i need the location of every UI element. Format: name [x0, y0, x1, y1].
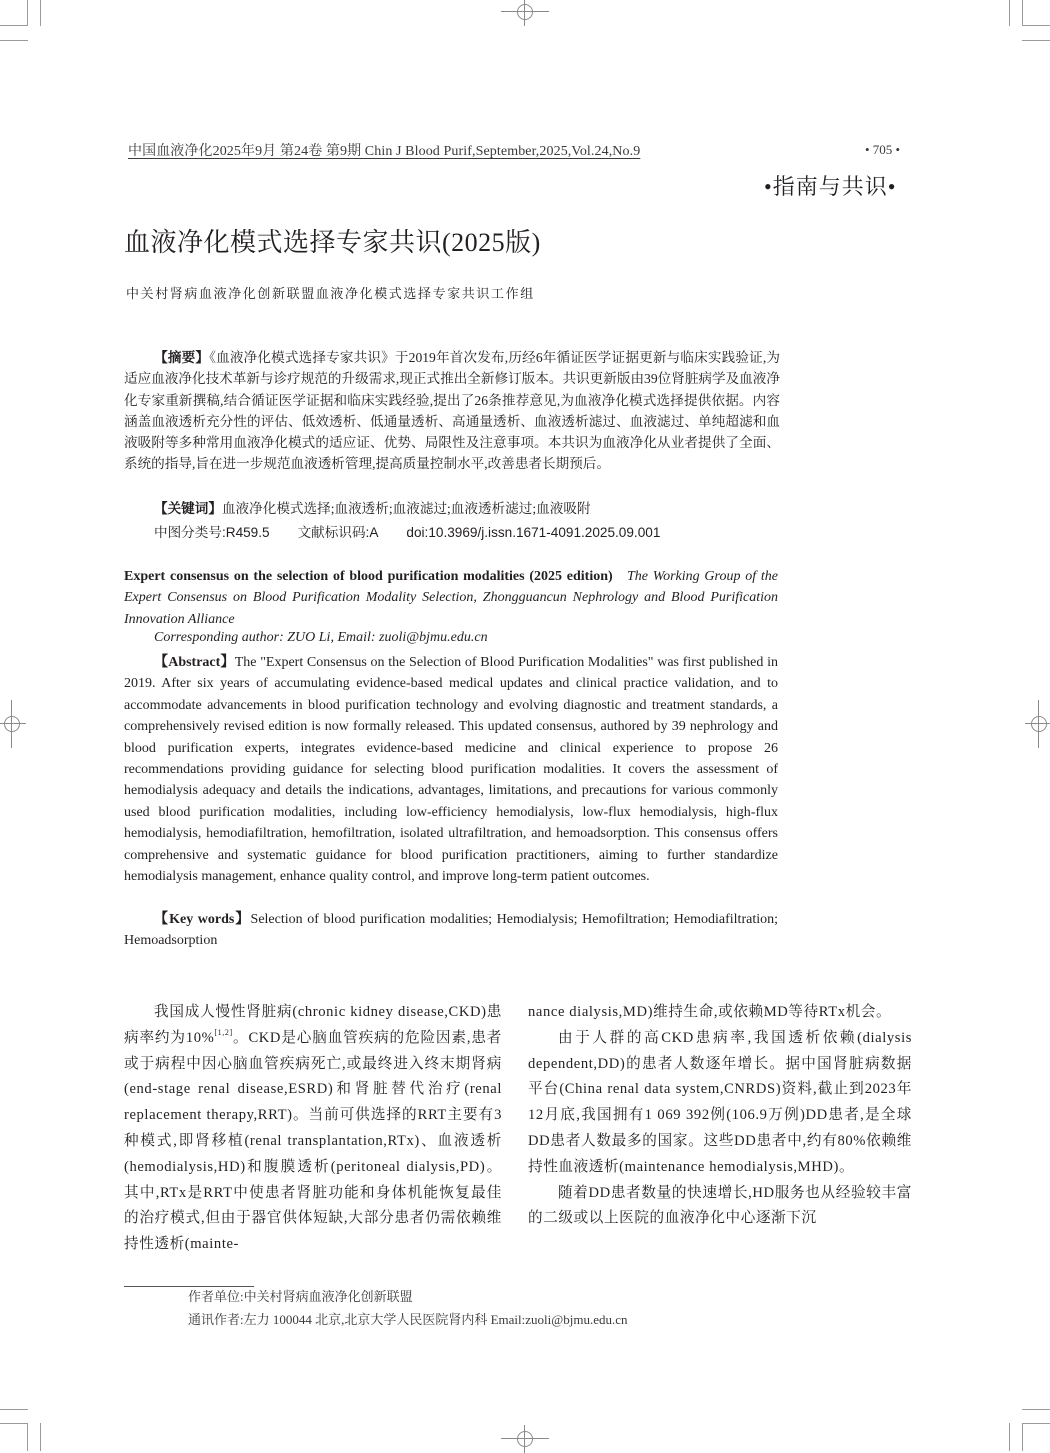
keywords-en-label: 【Key words】 [154, 912, 251, 927]
crop-mark [0, 25, 28, 26]
crop-mark [1022, 40, 1050, 41]
title-en: Expert consensus on the selection of blood purification modalities (2025 edition) [124, 569, 613, 584]
crop-mark [40, 1423, 41, 1451]
crop-mark [1022, 1423, 1023, 1451]
running-head: 中国血液净化2025年9月 第24卷 第9期 Chin J Blood Purif,September,2025,Vol.24,No.9 [128, 144, 641, 159]
keywords-cn-label: 【关键词】 [154, 501, 222, 516]
doc-code-label: 文献标识码: [297, 525, 370, 540]
crop-mark [0, 1423, 28, 1424]
crop-mark [40, 0, 41, 26]
doi-link[interactable]: doi:10.3969/j.issn.1671-4091.2025.09.001 [406, 525, 661, 540]
abstract-en-label: 【Abstract】 [154, 655, 235, 670]
footnote-affiliation: 作者单位:中关村肾病血液净化创新联盟 [188, 1289, 413, 1304]
classification-line [154, 521, 660, 541]
crop-mark [1022, 0, 1023, 26]
registration-mark-icon [501, 0, 549, 26]
crop-mark [1022, 1423, 1050, 1424]
body-paragraph [124, 1000, 502, 1258]
body-paragraph: nance dialysis,MD)维持生命,或依赖MD等待RTx机会。 [528, 1004, 892, 1020]
body-paragraph: 随着DD患者数量的快速增长,HD服务也从经验较丰富的二级或以上医院的血液净化中心逐渐下沉 [528, 1184, 912, 1227]
author-group: 中关村肾病血液净化创新联盟血液净化模式选择专家共识工作组 [126, 286, 535, 301]
body-text: 我国成人慢性肾脏病(chronic kidney disease,CKD)患病率约为10% [124, 1004, 502, 1046]
title-en-block [124, 566, 778, 630]
column-tag: •指南与共识• [764, 174, 897, 199]
crop-mark [1022, 25, 1050, 26]
author-en: The Working Group of the Expert Consensus on Blood Purification Modality Selection, Zhongguancun Nephrology and Blood Purification Innovation Alliance [124, 569, 778, 627]
abstract-en [124, 652, 778, 887]
crop-mark [1009, 1423, 1010, 1451]
body-column-right [528, 1000, 912, 1232]
abstract-cn-label: 【摘要】 [154, 350, 210, 365]
registration-mark-icon [1025, 700, 1050, 748]
registration-mark-icon [0, 700, 26, 748]
page-number: • 705 • [865, 142, 901, 157]
crop-mark [27, 0, 28, 26]
keywords-cn-text: 血液净化模式选择;血液透析;血液滤过;血液透析滤过;血液吸附 [221, 501, 591, 516]
keywords-cn [154, 497, 591, 517]
crop-mark [1009, 0, 1010, 26]
clc-value: R459.5 [225, 525, 270, 540]
body-paragraph: 由于人群的高CKD患病率,我国透析依赖(dialysis dependent,DD)的患者人数逐年增长。据中国肾脏病数据平台(China renal data system,CNRDS)资料,截止到2023年12月底,我国拥有1 069 392例(106.9万例)DD患者,是全球DD患者人数最多的国家。这些DD患者中,约有80%依赖维持性血液透析(maintenance hemodialysis,MHD)。 [528, 1029, 912, 1175]
citation-ref[interactable]: [1,2] [214, 1027, 233, 1037]
keywords-en-text: Selection of blood purification modalities; Hemodialysis; Hemofiltration; Hemodiafiltration; Hemoadsorption [124, 912, 778, 949]
crop-mark [1022, 1409, 1050, 1410]
corresponding-author-en: Corresponding author: ZUO Li, Email: zuoli@bjmu.edu.cn [154, 630, 488, 645]
page-title: 血液净化模式选择专家共识(2025版) [124, 228, 541, 257]
registration-mark-icon [501, 1425, 549, 1453]
crop-mark [27, 1423, 28, 1451]
clc-label: 中图分类号: [154, 525, 226, 540]
body-text: 。CKD是心脑血管疾病的危险因素,患者或于病程中因心脑血管疾病死亡,或最终进入终末期肾病(end-stage renal disease,ESRD)和肾脏替代治疗(renal replacement therapy,RRT)。当前可供选择的RRT主要有3种模式,即肾移植(renal transplantation,RTx)、血液透析(hemodialysis,HD)和腹膜透析(peritoneal dialysis,PD)。其中,RTx是RRT中使患者肾脏功能和身体机能恢复最佳的治疗模式,但由于器官供体短缺,大部分患者仍需依赖维持性透析(mainte- [124, 1029, 502, 1253]
abstract-en-text: The "Expert Consensus on the Selection of Blood Purification Modalities" was first published in 2019. After six years of accumulating evidence-based medical updates and clinical practice validation, and to accommodate advancements in blood purification technology and evolving diagnostic and treatment standards, a comprehensively revised edition is now formally released. This updated consensus, authored by 39 nephrology and blood purification experts, integrates evidence-based medicine and clinical experience to propose 26 recommendations providing guidance for selecting blood purification modalities. It covers the assessment of hemodialysis adequacy and details the indications, advantages, limitations, and precautions for various commonly used blood purification modalities, including low-efficiency hemodialysis, low-flux hemodialysis, high-flux hemodialysis, hemodiafiltration, hemofiltration, isolated ultrafiltration, and hemoadsorption. This consensus offers comprehensive and systematic guidance for blood purification practitioners, aiming to further standardize hemodialysis management, enhance quality control, and improve long-term patient outcomes. [124, 655, 778, 885]
abstract-cn [124, 347, 780, 475]
footnote-correspondence: 通讯作者:左力 100044 北京,北京大学人民医院肾内科 Email:zuoli@bjmu.edu.cn [188, 1312, 628, 1327]
abstract-cn-text: 《血液净化模式选择专家共识》于2019年首次发布,历经6年循证医学证据更新与临床实践验证,为适应血液净化技术革新与诊疗规范的升级需求,现正式推出全新修订版本。共识更新版由39位肾脏病学及血液净化专家重新撰稿,结合循证医学证据和临床实践经验,提出了26条推荐意见,为血液净化模式选择提供依据。内容涵盖血液透析充分性的评估、低效透析、低通量透析、高通量透析、血液透析滤过、血液滤过、单纯超滤和血液吸附等多种常用血液净化模式的适应证、优势、局限性及注意事项。本共识为血液净化从业者提供了全面、系统的指导,旨在进一步规范血液透析管理,提高质量控制水平,改善患者长期预后。 [124, 350, 780, 472]
doc-code-value: A [369, 525, 379, 540]
body-column-left [124, 1000, 502, 1258]
crop-mark [0, 40, 28, 41]
keywords-en [124, 909, 778, 952]
crop-mark [0, 1409, 28, 1410]
